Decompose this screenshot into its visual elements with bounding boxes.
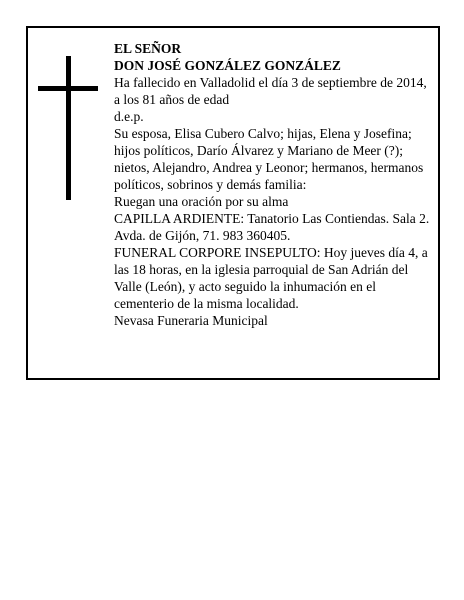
funeral-home: Nevasa Funeraria Municipal [114, 313, 268, 328]
family-list: Su esposa, Elisa Cubero Calvo; hijas, Elena y Josefina; hijos políticos, Darío Álvarez y Mariano de Meer (?); nietos, Alejandro, Andrea y Leonor; hermanos, hermanos políticos, sobrinos y demás familia: [114, 126, 424, 192]
obituary-notice [26, 26, 440, 380]
prayer-request: Ruegan una oración por su alma [114, 194, 289, 209]
cross-icon [38, 56, 98, 200]
notice-title: EL SEÑOR [114, 41, 182, 56]
death-announcement: Ha fallecido en Valladolid el día 3 de septiembre de 2014, a los 81 años de edad [114, 75, 427, 107]
rip-abbreviation: d.e.p. [114, 109, 144, 124]
chapel-info: CAPILLA ARDIENTE: Tanatorio Las Contiendas. Sala 2. Avda. de Gijón, 71. 983 360405. [114, 211, 430, 243]
deceased-name: DON JOSÉ GONZÁLEZ GONZÁLEZ [114, 58, 341, 73]
cross-vertical-bar [66, 56, 71, 200]
cross-horizontal-bar [38, 86, 98, 91]
funeral-info: FUNERAL CORPORE INSEPULTO: Hoy jueves día 4, a las 18 horas, en la iglesia parroquial de San Adrián del Valle (León), y acto seguido la inhumación en el cementerio de la misma localidad. [114, 245, 428, 311]
notice-text [114, 40, 434, 329]
